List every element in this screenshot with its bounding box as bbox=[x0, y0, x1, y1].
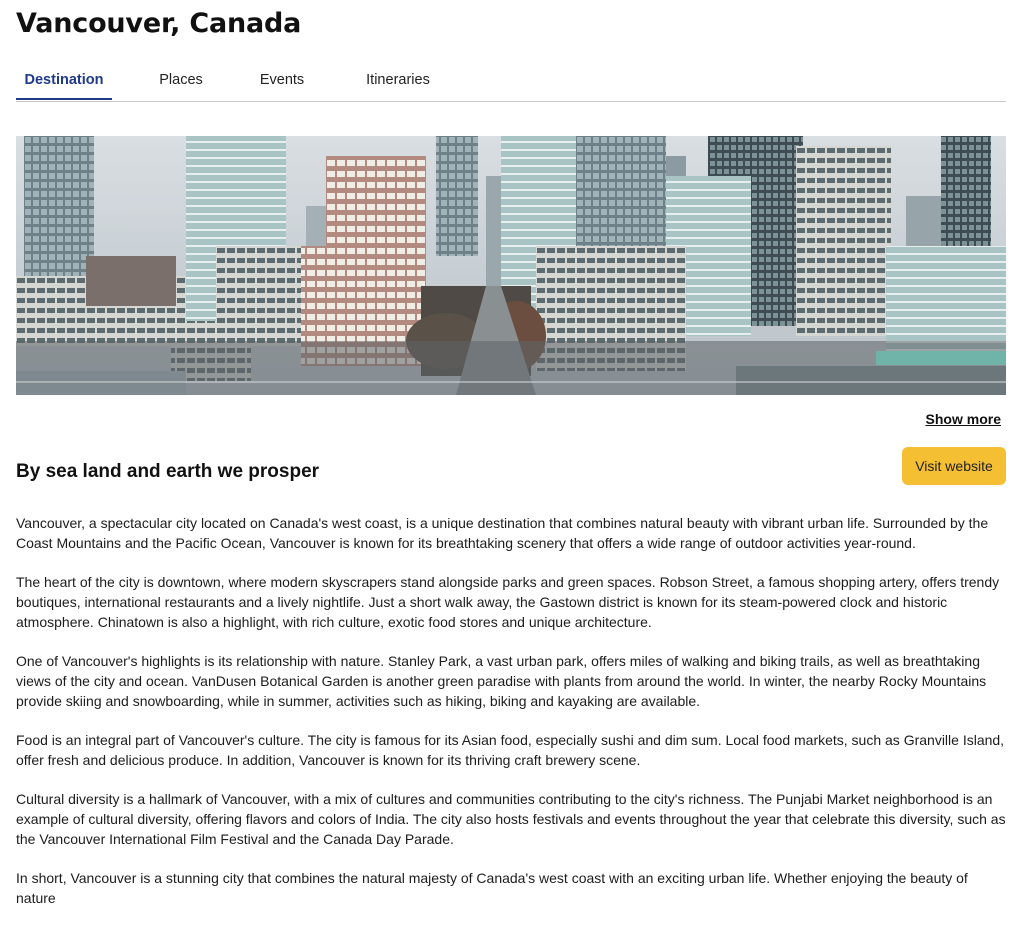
city-skyline-illustration bbox=[16, 136, 1006, 395]
show-more-link[interactable]: Show more bbox=[925, 411, 1001, 427]
paragraph: Food is an integral part of Vancouver's culture. The city is famous for its Asian food, especially sushi and dim sum. Local food markets, such as Granville Island, offer fresh and delicious produce. In addition, Vancouver is known for its thriving craft brewery scene. bbox=[16, 732, 1005, 768]
tab-places[interactable]: Places bbox=[159, 72, 203, 88]
description bbox=[16, 513, 1006, 908]
page bbox=[16, 0, 1006, 927]
paragraph: One of Vancouver's highlights is its relationship with nature. Stanley Park, a vast urban park, offers miles of walking and biking trails, as well as breathtaking views of the city and ocean. VanDusen Botanical Garden is another green paradise with plants from around the world. In winter, the nearby Rocky Mountains provide skiing and snowboarding, while in summer, activities such as hiking, biking and kayaking are available. bbox=[16, 653, 987, 709]
section-heading: By sea land and earth we prosper bbox=[16, 461, 320, 482]
tab-destination[interactable]: Destination bbox=[16, 69, 112, 100]
paragraph: The heart of the city is downtown, where modern skyscrapers stand alongside parks and green spaces. Robson Street, a famous shopping artery, offers trendy boutiques, international restaurants and a lively nightlife. Just a short walk away, the Gastown district is known for its steam-powered clock and historic atmosphere. Chinatown is also a highlight, with rich culture, exotic food stores and unique architecture. bbox=[16, 574, 1000, 630]
section-header bbox=[16, 443, 1006, 503]
tab-bar bbox=[16, 69, 1006, 102]
paragraph: Vancouver, a spectacular city located on Canada's west coast, is a unique destination that combines natural beauty with vibrant urban life. Surrounded by the Coast Mountains and the Pacific Ocean, Vancouver is known for its breathtaking scenery that offers a wide range of outdoor activities year-round. bbox=[16, 515, 989, 551]
tab-itineraries[interactable]: Itineraries bbox=[366, 72, 430, 88]
paragraph: In short, Vancouver is a stunning city that combines the natural majesty of Canada's west coast with an exciting urban life. Whether enjoying the beauty of nature bbox=[16, 870, 968, 906]
hero-image[interactable] bbox=[16, 136, 1006, 395]
paragraph: Cultural diversity is a hallmark of Vancouver, with a mix of cultures and communities contributing to the city's richness. The Punjabi Market neighborhood is an example of cultural diversity, offering flavors and colors of India. The city also hosts festivals and events throughout the year that celebrate this diversity, such as the Vancouver International Film Festival and the Canada Day Parade. bbox=[16, 791, 1006, 847]
page-title: Vancouver, Canada bbox=[16, 8, 302, 39]
tab-events[interactable]: Events bbox=[259, 72, 305, 88]
show-more-row bbox=[16, 395, 1006, 441]
visit-website-button[interactable]: Visit website bbox=[902, 447, 1006, 485]
